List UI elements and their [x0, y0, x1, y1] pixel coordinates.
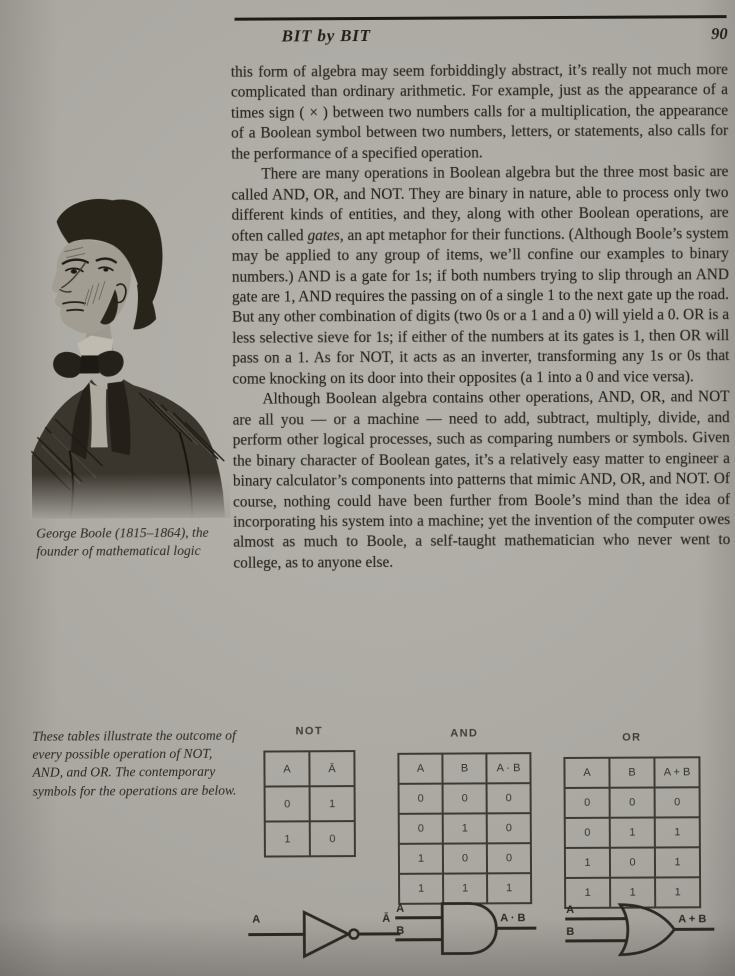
gate-input-label: A [396, 902, 405, 915]
bow-tie-knot [79, 355, 99, 373]
paragraph-italic-word: gates [307, 226, 340, 244]
paragraph: Although Boolean algebra contains other operations, AND, OR, and NOT are all you — or a machine — need to add, subtract, multiply, divide, and perform other logical processes, such as comparing numbers or symbols. Given the binary character of Boolean gates, it’s a relatively easy matter to engineer a binary calculator’s components into patterns that mimic AND, OR, and NOT. Of course, nothing could have been further from Boole’s mind than the idea of incorporating his system into a machine; yet the invention of the computer owes almost as much to Boole, a self-taught mathematician who never went to college, as to anyone else. [232, 388, 731, 572]
gate-input-label: B [396, 924, 405, 937]
truth-table-group-and [397, 727, 532, 905]
gate-input-label: B [566, 925, 575, 938]
not-gate-diagram [242, 904, 407, 961]
table-header-cell: B [609, 758, 654, 788]
tables-caption: These tables illustrate the outcome of every possible operation of NOT, AND, and OR. The contemporary symbols for the operations are below. [32, 727, 237, 799]
table-cell: 0 [310, 821, 355, 856]
gate-output-label: Ā [382, 912, 391, 925]
inverter-triangle-icon [304, 912, 348, 956]
table-cell: 0 [487, 813, 531, 843]
bow-tie [53, 352, 84, 378]
eye-pupil [103, 268, 108, 272]
paragraph-text: There are many operations in Boolean algebra but the three most basic are called AND, OR, and NOT. They are binary in nature, able to process only two different kinds of entities, and they, along with other Boolean operations, are often called [231, 163, 729, 245]
truth-table-group-or [562, 731, 702, 909]
table-cell: 0 [565, 788, 610, 818]
table-cell: 0 [610, 848, 655, 878]
gate-input-label: A [566, 903, 575, 916]
table-cell: 0 [487, 843, 531, 873]
table-cell: 1 [655, 877, 700, 907]
table-header-cell: A [264, 751, 309, 786]
bow-tie [95, 351, 123, 377]
or-truth-table [563, 756, 701, 909]
table-cell: 1 [610, 818, 655, 848]
header-rule [235, 15, 727, 20]
truth-table-title: NOT [295, 725, 324, 738]
table-header-cell: A · B [486, 753, 530, 783]
table-cell: 1 [565, 878, 610, 908]
gate-output-label: A + B [678, 913, 707, 926]
and-truth-table [397, 752, 532, 905]
table-cell: 1 [610, 877, 655, 907]
table-cell: 0 [443, 843, 487, 873]
paragraph: this form of algebra may seem forbiddingly abstract, it’s really not much more complicated than ordinary arithmetic. For example, just as the appearance of a times sign ( × ) between two numbers calls for a multiplication, the appearance of a Boolean symbol between two numbers, letters, or statements, also calls for the performance of a specified operation. [230, 61, 729, 163]
table-cell: 0 [610, 788, 655, 818]
table-cell: 1 [265, 821, 310, 856]
table-header-cell: Ā [309, 751, 354, 786]
body-text-column [231, 60, 731, 574]
or-gate-body-icon [620, 904, 674, 954]
paragraph [231, 162, 729, 390]
gate-output-label: A · B [500, 912, 526, 925]
running-title: BIT by BIT [281, 25, 371, 46]
table-cell: 0 [399, 814, 443, 844]
table-header-cell: A [564, 758, 609, 788]
table-cell: 0 [443, 783, 487, 813]
and-gate-diagram [392, 897, 544, 958]
table-cell: 0 [565, 818, 610, 848]
not-truth-table [263, 750, 356, 857]
table-cell: 0 [487, 783, 531, 813]
table-cell: 1 [565, 848, 610, 878]
table-cell: 1 [443, 873, 487, 903]
george-boole-portrait [28, 193, 230, 519]
table-header-cell: B [442, 753, 486, 783]
truth-table-title: AND [450, 727, 479, 740]
portrait-caption: George Boole (1815–1864), the founder of mathematical logic [36, 524, 209, 559]
table-cell: 1 [655, 817, 700, 847]
table-cell: 0 [399, 784, 443, 814]
eye-pupil [71, 269, 77, 273]
or-gate-diagram [562, 898, 735, 959]
table-cell: 1 [399, 844, 443, 874]
truth-table-group-not [263, 725, 356, 857]
table-cell: 1 [310, 786, 355, 821]
table-cell: 1 [443, 813, 487, 843]
table-cell: 0 [265, 786, 310, 821]
table-cell: 1 [487, 873, 531, 903]
table-header-cell: A + B [654, 757, 699, 787]
gate-input-label: A [252, 913, 261, 926]
table-cell: 1 [399, 874, 443, 904]
table-cell: 0 [655, 787, 700, 817]
paragraph-text: , an apt metaphor for their functions. (Although Boole’s system may be applied to any group of items, we’ll confine our examples to binary numbers.) AND is a gate for 1s; if both numbers trying to slip through an AND gate are 1, AND requires the passing on of a single 1 to the next gate up the road. But any other combination of digits (two 0s or a 1 and a 0) will yield a 0. OR is a less selective sieve for 1s; if either of the numbers at its gates is 1, then OR will pass on a 1. As for NOT, it acts as an inverter, transforming any 1s or 0s that come knocking on its door into their opposites (a 1 into a 0 and vice versa). [231, 224, 730, 388]
and-gate-body-icon [442, 903, 496, 953]
engraving-fade [30, 473, 230, 519]
shirt-front [89, 381, 107, 447]
table-header-cell: A [398, 754, 442, 784]
page-number: 90 [711, 24, 728, 44]
truth-table-title: OR [622, 731, 642, 744]
table-cell: 1 [655, 847, 700, 877]
